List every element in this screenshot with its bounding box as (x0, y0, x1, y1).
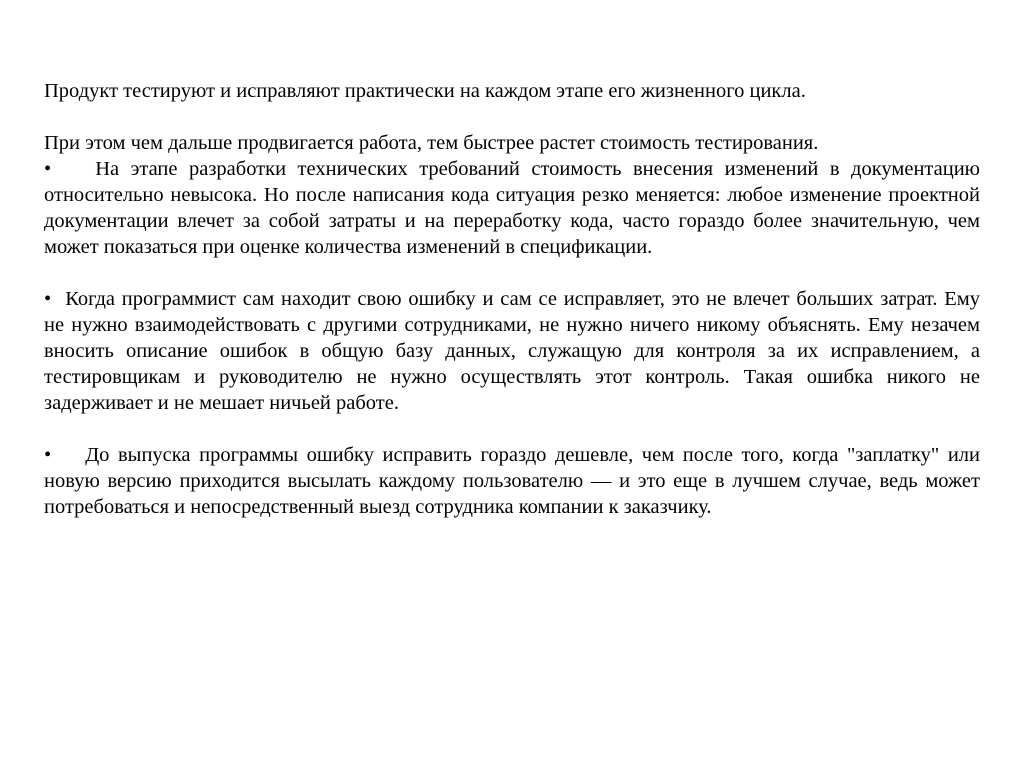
intro-line-2-text: При этом чем дальше продвигается работа, тем быстрее растет стоимость тестирования. (44, 132, 819, 154)
intro-line-1-text: Продукт тестируют и исправляют практически на каждом этапе его жизненного цикла. (44, 80, 806, 102)
bullet-icon: • (44, 288, 52, 310)
bullet-paragraph-3 (44, 442, 980, 520)
bullet-icon: • (44, 158, 52, 180)
bullet-paragraph-1 (44, 156, 980, 260)
slide-text-body (44, 78, 980, 520)
bullet-2-text: Когда программист сам находит свою ошибку и сам се исправляет, это не влечет больших затрат. Ему не нужно взаимодействовать с другими сотрудниками, не нужно ничего никому объяснять. Ему незачем вносить описание ошибок в общую базу данных, служащую для контроля за их исправлением, а тестировщикам и руководителю не нужно осуществлять этот контроль. Такая ошибка никого не задерживает и не мешает ничьей работе. (44, 288, 980, 414)
bullet-3-text: До выпуска программы ошибку исправить гораздо дешевле, чем после того, когда "заплатку" или новую версию приходится высылать каждому пользователю — и это еще в лучшем случае, ведь может потребоваться и непосредственный выезд сотрудника компании к заказчику. (44, 444, 980, 518)
intro-paragraph-1 (44, 78, 980, 104)
bullet-1-text: На этапе разработки технических требований стоимость внесения изменений в документацию относительно невысока. Но после написания кода ситуация резко меняется: любое изменение проектной документации влечет за собой затраты и на переработку кода, часто гораздо более значительную, чем может показаться при оценке количества изменений в спецификации. (44, 158, 980, 258)
bullet-icon: • (44, 444, 52, 466)
bullet-paragraph-2 (44, 286, 980, 416)
intro-paragraph-2 (44, 130, 980, 156)
